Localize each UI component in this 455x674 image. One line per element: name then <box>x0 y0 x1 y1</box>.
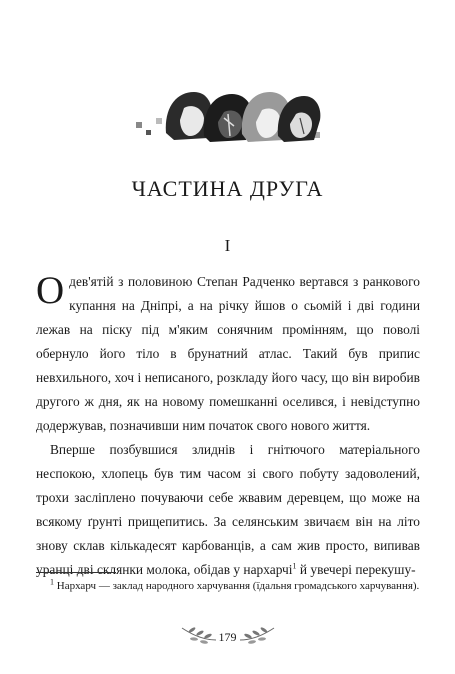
paragraph-1-text: дев'ятій з половиною Степан Радченко вертався з ранкового купання на Дніпрі, а на річку йшов о сьомій і дві години лежав на піску під м'яким сонячним промінням, що поволі обернуло його тіло в брунатний атлас. Такий був припис невхильного, хоч і неписаного, розкладу його часу, що він виробив другого ж дня, як на новому помешканні оселився, і невідступно додержував, позначивши ним початок свого нового життя. <box>36 274 420 433</box>
paragraph-1 <box>36 270 420 438</box>
drop-cap: О <box>36 269 65 312</box>
laurel-branch-icon <box>238 624 278 648</box>
page-number: 179 <box>218 630 237 644</box>
paragraph-2 <box>36 438 420 582</box>
paragraph-2-text: Вперше позбувшися злиднів і гнітючого матеріального неспокою, хлопець був тим часом зі свого побуту задоволений, трохи засліплено почуваючи себе жвавим деревцем, що може на всякому ґрунті прищепитись. За селянським звичаєм він на літо знову склав кількадесят карбованців, а сам жив просто, випивав уранці дві склянки молока, обідав у нархарчі <box>36 442 420 577</box>
footnote-text: Нархарч — заклад народного харчування (їдальня громадського харчування). <box>54 580 420 592</box>
faces-illustration-icon <box>128 78 328 148</box>
footnote-divider <box>36 572 116 573</box>
footnote-marker: 1 <box>50 577 54 587</box>
footnote-reference[interactable]: 1 <box>292 561 297 571</box>
chapter-number: I <box>224 236 231 255</box>
page-footer <box>0 624 455 650</box>
part-title: ЧАСТИНА ДРУГА <box>131 176 324 201</box>
footnote <box>36 578 420 595</box>
body-text <box>36 270 420 582</box>
paragraph-2-continuation: й увечері перекушу- <box>296 562 416 577</box>
